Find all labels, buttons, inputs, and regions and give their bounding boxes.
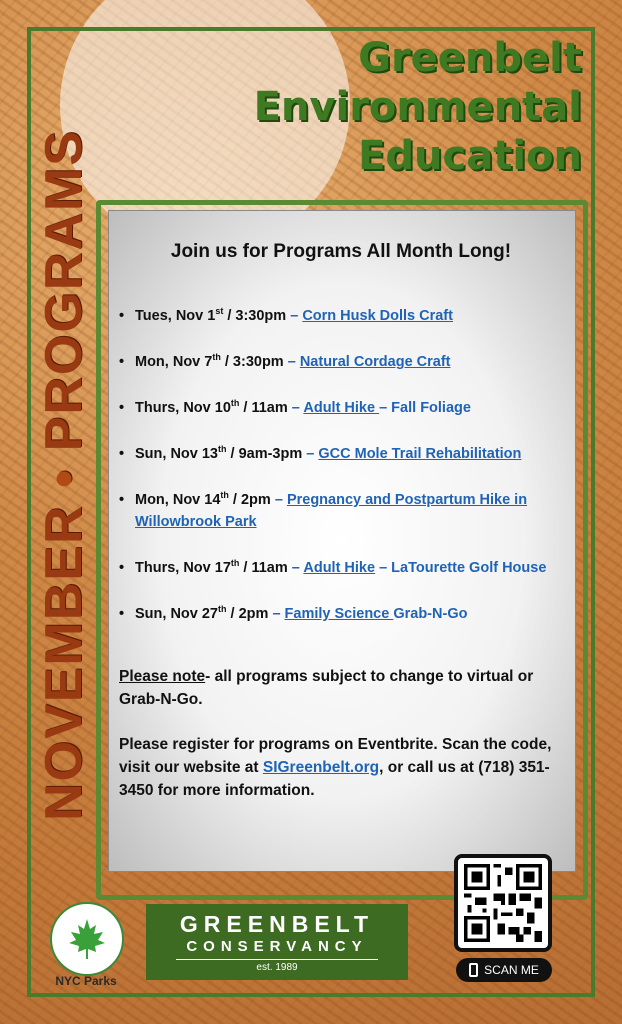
- title-line-1: Greenbelt: [358, 35, 582, 81]
- program-link[interactable]: Pregnancy and Postpartum Hike in Willowbrook Park: [135, 492, 528, 530]
- program-extra: Grab-N-Go: [393, 606, 468, 622]
- register-text-post: , or call us at (718) 351-3450 for more information.: [119, 759, 550, 799]
- program-link[interactable]: Family Science: [284, 606, 394, 622]
- qr-code[interactable]: [454, 854, 552, 952]
- conservancy-est: est. 1989: [176, 959, 378, 976]
- program-date-ordinal: th: [230, 398, 240, 409]
- program-link[interactable]: Corn Husk Dolls Craft: [302, 308, 453, 324]
- program-dash: –: [272, 606, 285, 622]
- conservancy-line-1: GREENBELT: [179, 911, 375, 937]
- program-date: Thurs, Nov 17: [135, 560, 231, 576]
- program-link[interactable]: Natural Cordage Craft: [299, 354, 451, 370]
- program-time: / 9am-3pm: [226, 446, 307, 462]
- panel-title: Join us for Programs All Month Long!: [170, 241, 512, 262]
- program-time: / 3:30pm: [220, 354, 288, 370]
- title-line-3: Education: [358, 133, 582, 179]
- program-date: Thurs, Nov 10: [135, 400, 231, 416]
- program-item: [119, 351, 563, 373]
- note-paragraph: [119, 665, 563, 711]
- greenbelt-conservancy-logo: [146, 904, 408, 980]
- maple-leaf-icon: [63, 915, 111, 963]
- program-time: / 2pm: [228, 492, 275, 508]
- title-line-2: Environmental: [253, 84, 582, 130]
- nyc-parks-logo: [50, 902, 124, 976]
- program-link[interactable]: GCC Mole Trail Rehabilitation: [318, 446, 522, 462]
- program-date-ordinal: th: [230, 558, 240, 569]
- program-dash: –: [287, 354, 300, 370]
- program-time: / 2pm: [226, 606, 273, 622]
- program-link[interactable]: Adult Hike: [303, 400, 380, 416]
- program-link[interactable]: Adult Hike: [303, 560, 376, 576]
- program-item: [119, 603, 563, 625]
- program-item: [119, 489, 563, 533]
- note-text: - all programs subject to change to virtual or Grab-N-Go.: [119, 668, 534, 708]
- program-date: Mon, Nov 7: [135, 354, 213, 370]
- nyc-parks-label: NYC Parks: [55, 974, 117, 988]
- program-item: [119, 305, 563, 327]
- program-dash: –: [274, 492, 287, 508]
- program-item: [119, 443, 563, 465]
- program-date-ordinal: th: [218, 444, 227, 455]
- program-dash: –: [291, 400, 304, 416]
- program-dash: –: [306, 446, 319, 462]
- program-dash: –: [290, 308, 303, 324]
- page-title: [254, 34, 582, 181]
- program-extra: – LaTourette Golf House: [375, 560, 547, 576]
- side-title-dot: •: [35, 467, 94, 488]
- program-date: Mon, Nov 14: [135, 492, 221, 508]
- programs-panel: [108, 210, 576, 872]
- scan-me-label: SCAN ME: [484, 963, 539, 977]
- conservancy-line-2: CONSERVANCY: [186, 938, 368, 955]
- register-text-pre: Please register for programs on Eventbrite. Scan the code, visit our website at: [119, 736, 552, 776]
- program-date: Sun, Nov 27: [135, 606, 218, 622]
- scan-me-badge: [456, 958, 552, 982]
- program-date: Tues, Nov 1: [135, 308, 216, 324]
- side-title-programs: PROGRAMS: [35, 129, 94, 452]
- program-item: [119, 557, 563, 579]
- program-extra: – Fall Foliage: [379, 400, 471, 416]
- note-label: Please note: [119, 668, 206, 685]
- phone-icon: [469, 963, 478, 977]
- program-date-ordinal: th: [220, 490, 229, 501]
- program-date: Sun, Nov 13: [135, 446, 218, 462]
- program-time: / 11am: [239, 400, 292, 416]
- register-paragraph: [119, 733, 563, 802]
- program-dash: –: [291, 560, 304, 576]
- program-item: [119, 397, 563, 419]
- program-date-ordinal: st: [215, 306, 224, 317]
- program-date-ordinal: th: [218, 604, 227, 615]
- program-list: [119, 305, 563, 625]
- side-title-month: NOVEMBER: [35, 504, 94, 821]
- program-date-ordinal: th: [212, 352, 221, 363]
- side-title: [28, 60, 100, 890]
- program-time: / 3:30pm: [223, 308, 291, 324]
- website-link[interactable]: SIGreenbelt.org: [262, 759, 380, 776]
- qr-code-icon: [464, 864, 542, 942]
- program-time: / 11am: [239, 560, 292, 576]
